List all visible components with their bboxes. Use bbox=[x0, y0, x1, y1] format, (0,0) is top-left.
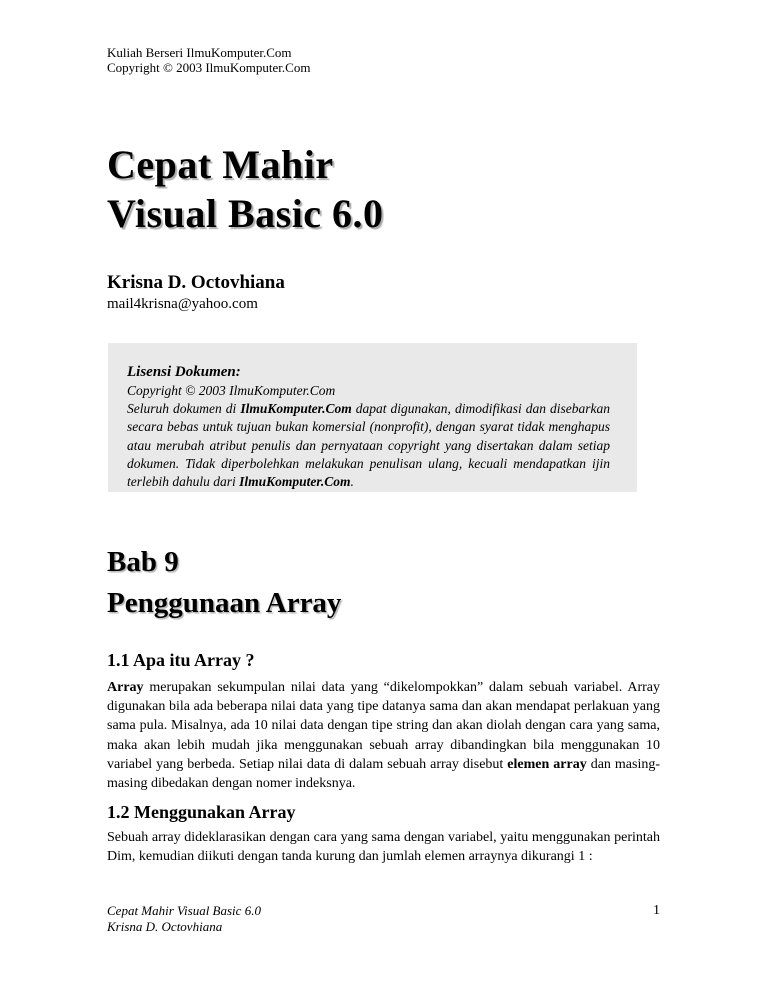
footer-title-line: Cepat Mahir Visual Basic 6.0 bbox=[107, 903, 261, 918]
license-body-text: dapat digunakan, dimodifikasi dan disebarkan secara bebas untuk tujuan bukan komersial (nonprofit), dengan syarat tidak menghapus atau merubah atribut penulis dan pernyataan copyright yang disertakan dalam setiap dokumen. Tidak diperbolehkan melakukan penulisan ulang, kecuali mendapatkan ijin terlebih dahulu dari bbox=[127, 401, 611, 490]
document-title bbox=[107, 140, 707, 238]
section-2-heading: 1.2 Menggunakan Array bbox=[107, 802, 296, 822]
license-body bbox=[127, 400, 610, 491]
author-email: mail4krisna@yahoo.com bbox=[107, 296, 258, 312]
license-body-text: Seluruh dokumen di bbox=[127, 401, 241, 416]
footer-author-line: Krisna D. Octovhiana bbox=[107, 918, 223, 934]
section-1-text: merupakan sekumpulan nilai data yang “dikelompokkan” dalam sebuah variabel. Array digunakan bila ada beberapa nilai data yang tipe datanya sama dan akan mendapat perlakuan yang sama pula. Misalnya, ada 10 nilai data dengan tipe string dan akan diolah dengan cara yang sama, maka akan lebih mudah jika menggunakan sebuah array dibandingkan bila menggunakan 10 variabel yang berbeda. Setiap nilai data di dalam sebuah array disebut bbox=[107, 680, 660, 772]
array-term-bold: Array bbox=[107, 680, 144, 695]
page-number: 1 bbox=[653, 903, 660, 918]
header-series-line: Kuliah Berseri IlmuKomputer.Com bbox=[107, 45, 292, 60]
chapter-name: Penggunaan Array bbox=[107, 587, 342, 619]
section-1-heading: 1.1 Apa itu Array ? bbox=[107, 650, 255, 670]
section-2-paragraph: Sebuah array dideklarasikan dengan cara yang sama dengan variabel, yaitu menggunakan perintah Dim, kemudian diikuti dengan tanda kurung dan jumlah elemen arraynya dikurangi 1 : bbox=[107, 830, 660, 865]
license-copyright: Copyright © 2003 IlmuKomputer.Com bbox=[127, 383, 336, 398]
license-brand-bold: IlmuKomputer.Com bbox=[239, 474, 351, 490]
section-1-text: dan masing-masing dibedakan dengan nomer indeksnya. bbox=[107, 756, 660, 792]
author-name: Krisna D. Octovhiana bbox=[107, 272, 285, 293]
document-header bbox=[107, 45, 660, 75]
header-copyright-line: Copyright © 2003 IlmuKomputer.Com bbox=[107, 60, 311, 75]
license-box bbox=[108, 343, 637, 492]
title-line-1: Cepat Mahir bbox=[107, 142, 334, 187]
license-brand-bold: IlmuKomputer.Com bbox=[240, 401, 352, 416]
title-line-2: Visual Basic 6.0 bbox=[107, 191, 384, 236]
license-body-text: . bbox=[350, 474, 354, 490]
elemen-array-term-bold: elemen array bbox=[507, 756, 587, 772]
author-block bbox=[107, 271, 507, 314]
chapter-title bbox=[107, 542, 707, 624]
chapter-number: Bab 9 bbox=[107, 546, 179, 578]
section-1-paragraph bbox=[107, 678, 660, 793]
license-heading: Lisensi Dokumen: bbox=[127, 364, 241, 380]
